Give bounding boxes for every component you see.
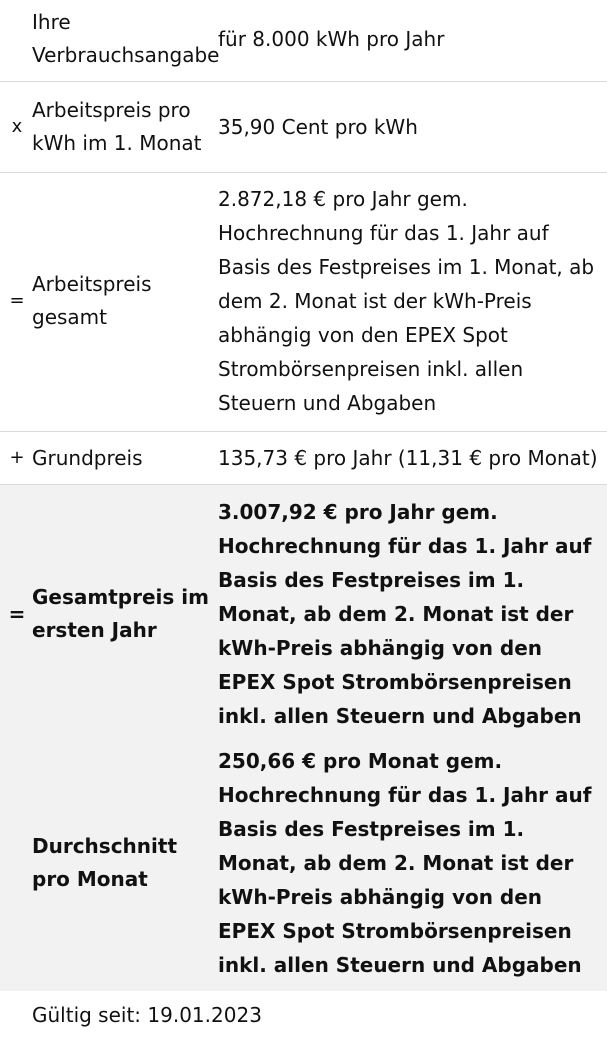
row-total-first-year	[0, 485, 607, 740]
consumption-value: für 8.000 kWh pro Jahr	[218, 0, 607, 82]
operator-equals: =	[0, 485, 32, 740]
total-first-year-label: Gesamtpreis im ersten Jahr	[32, 485, 218, 740]
row-unit-price	[0, 82, 607, 173]
operator-equals: =	[0, 173, 32, 432]
row-consumption	[0, 0, 607, 82]
operator-multiply: x	[0, 82, 32, 173]
consumption-label: Ihre Verbrauchsangabe	[32, 0, 218, 82]
unit-price-value: 35,90 Cent pro kWh	[218, 82, 607, 173]
energy-price-total-value: 2.872,18 € pro Jahr gem. Hochrechnung für das 1. Jahr auf Basis des Festpreises im 1. Monat, ab dem 2. Monat ist der kWh-Preis abhängig von den EPEX Spot Strombörsenpreisen inkl. allen Steuern und Abgaben	[218, 173, 607, 432]
total-first-year-value: 3.007,92 € pro Jahr gem. Hochrechnung für das 1. Jahr auf Basis des Festpreises im 1. Monat, ab dem 2. Monat ist der kWh-Preis abhängig von den EPEX Spot Strombörsenpreisen inkl. allen Steuern und Abgaben	[218, 485, 607, 740]
base-price-value: 135,73 € pro Jahr (11,31 € pro Monat)	[218, 432, 607, 485]
unit-price-label: Arbeitspreis pro kWh im 1. Monat	[32, 82, 218, 173]
energy-price-total-label: Arbeitspreis gesamt	[32, 173, 218, 432]
operator-plus: +	[0, 432, 32, 485]
monthly-average-value: 250,66 € pro Monat gem. Hochrechnung für das 1. Jahr auf Basis des Festpreises im 1. Monat, ab dem 2. Monat ist der kWh-Preis abhängig von den EPEX Spot Strombörsenpreisen inkl. allen Steuern und Abgaben	[218, 739, 607, 991]
row-monthly-average	[0, 739, 607, 991]
row-valid-since	[0, 991, 607, 1040]
operator	[0, 0, 32, 82]
monthly-average-label: Durchschnitt pro Monat	[32, 739, 218, 991]
operator	[0, 739, 32, 991]
row-base-price	[0, 432, 607, 485]
row-energy-price-total	[0, 173, 607, 432]
valid-since-text: Gültig seit: 19.01.2023	[32, 991, 607, 1040]
base-price-label: Grundpreis	[32, 432, 218, 485]
